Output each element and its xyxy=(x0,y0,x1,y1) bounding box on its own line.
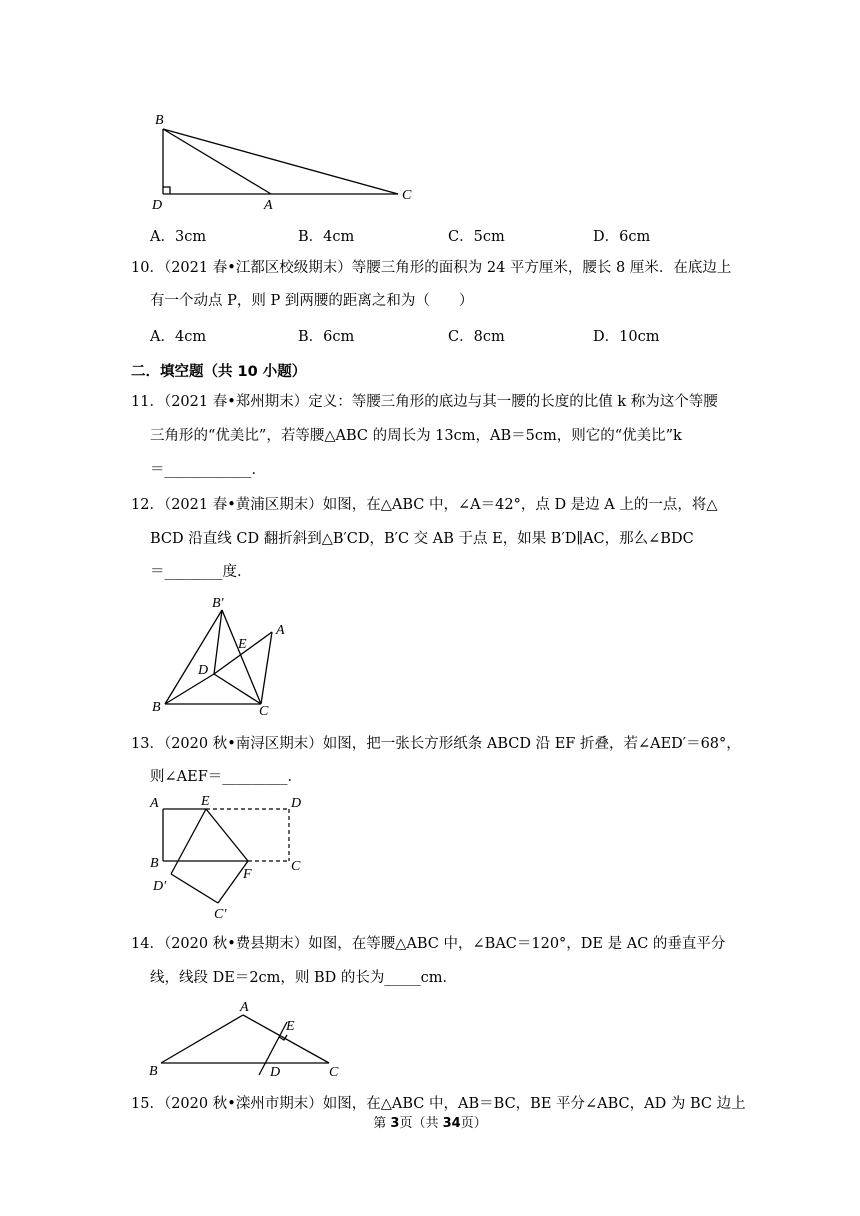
q13-label-c: C xyxy=(291,859,301,874)
q11-line-1: 11．（2021 春•郑州期末）定义：等腰三角形的底边与其一腰的长度的比值 k 称为这个等腰 xyxy=(131,394,718,410)
q14-line-1: 14．（2020 秋•费县期末）如图，在等腰△ABC 中，∠BAC＝120°，DE 是 AC 的垂直平分 xyxy=(131,936,726,952)
footer-suffix: 页） xyxy=(460,1116,487,1131)
q14-line-2: 线，线段 DE＝2cm，则 BD 的长为_____cm． xyxy=(150,970,458,986)
q13-line-2: 则∠AEF＝_________． xyxy=(150,769,303,785)
q10-line-2: 有一个动点 P，则 P 到两腰的距离之和为（ ） xyxy=(150,293,474,309)
q13-label-e: E xyxy=(201,794,210,809)
q12-label-b: B xyxy=(152,700,161,715)
q12-label-e: E xyxy=(238,637,247,652)
q13-segment-ef xyxy=(206,809,248,861)
footer-page-number: 3 xyxy=(390,1116,400,1131)
q9-option-a: A．3cm xyxy=(150,229,207,245)
section-title: 二．填空题（共 10 小题） xyxy=(131,364,307,380)
q13-label-dprime: D′ xyxy=(153,879,167,894)
q13-label-b: B xyxy=(150,856,159,871)
q12-label-c: C xyxy=(259,704,269,719)
q10-option-d: D．10cm xyxy=(593,329,660,345)
q13-figure xyxy=(140,790,320,930)
q14-label-a: A xyxy=(240,1000,249,1015)
q9-label-a: A xyxy=(264,198,273,213)
page-footer xyxy=(0,1112,860,1131)
q14-label-c: C xyxy=(329,1065,339,1080)
q9-segment-ba xyxy=(163,129,271,194)
q10-line-1: 10．（2021 春•江都区校级期末）等腰三角形的面积为 24 平方厘米，腰长 8 厘米．在底边上 xyxy=(131,260,732,276)
q12-segment-ac xyxy=(261,632,272,704)
q13-label-a: A xyxy=(150,796,159,811)
q9-option-d: D．6cm xyxy=(593,229,651,245)
q13-line-1: 13．（2020 秋•南浔区期末）如图，把一张长方形纸条 ABCD 沿 EF 折叠，若∠AED′＝68°， xyxy=(131,736,741,752)
q13-segment-dpcp xyxy=(171,874,218,903)
q10-options xyxy=(150,325,750,345)
q12-label-d: D xyxy=(198,663,209,678)
footer-total-pages: 34 xyxy=(442,1116,461,1131)
q12-line-3: ＝________度． xyxy=(150,564,252,580)
q13-label-d: D xyxy=(291,796,302,811)
q12-segment-dc xyxy=(214,674,261,704)
q9-segment-bc xyxy=(163,129,398,194)
q14-label-d: D xyxy=(270,1065,281,1080)
q12-segment-bd xyxy=(165,674,214,704)
q9-option-b: B．4cm xyxy=(298,229,355,245)
q14-segment-ba xyxy=(161,1015,243,1063)
q9-options xyxy=(150,225,750,245)
footer-middle: 页（共 xyxy=(399,1116,443,1131)
q12-label-bprime: B′ xyxy=(212,596,224,611)
q12-label-a: A xyxy=(276,623,285,638)
q9-label-b: B xyxy=(155,113,164,128)
q12-figure xyxy=(145,590,305,720)
q12-segment-bpc xyxy=(222,610,261,704)
q12-segment-bbp xyxy=(165,610,222,704)
q9-figure xyxy=(140,105,430,215)
q11-line-2: 三角形的“优美比”，若等腰△ABC 的周长为 13cm，AB＝5cm，则它的“优美比”k xyxy=(150,428,682,444)
q14-label-b: B xyxy=(149,1064,158,1079)
q10-option-c: C．8cm xyxy=(448,329,505,345)
q14-figure xyxy=(140,995,350,1080)
q9-right-angle-mark xyxy=(163,187,170,194)
footer-prefix: 第 xyxy=(373,1116,391,1131)
q10-option-b: B．6cm xyxy=(298,329,355,345)
q13-segment-edp xyxy=(171,809,206,874)
q9-label-d: D xyxy=(152,198,163,213)
q9-option-c: C．5cm xyxy=(448,229,505,245)
q14-label-e: E xyxy=(286,1019,295,1034)
q12-segment-bpd xyxy=(214,610,222,674)
q12-line-1: 12．（2021 春•黄浦区期末）如图，在△ABC 中，∠A＝42°，点 D 是边 A 上的一点，将△ xyxy=(131,497,718,513)
q9-label-c: C xyxy=(402,188,412,203)
q15-line-1: 15．（2020 秋•滦州市期末）如图，在△ABC 中，AB＝BC，BE 平分∠ABC，AD 为 BC 边上 xyxy=(131,1096,746,1112)
q13-label-cprime: C′ xyxy=(214,907,227,922)
q10-option-a: A．4cm xyxy=(150,329,207,345)
q11-line-3: ＝____________． xyxy=(150,462,266,478)
q13-label-f: F xyxy=(243,867,252,882)
q12-line-2: BCD 沿直线 CD 翻折斜到△B′CD，B′C 交 AB 于点 E，如果 B′D∥AC，那么∠BDC xyxy=(150,531,694,547)
